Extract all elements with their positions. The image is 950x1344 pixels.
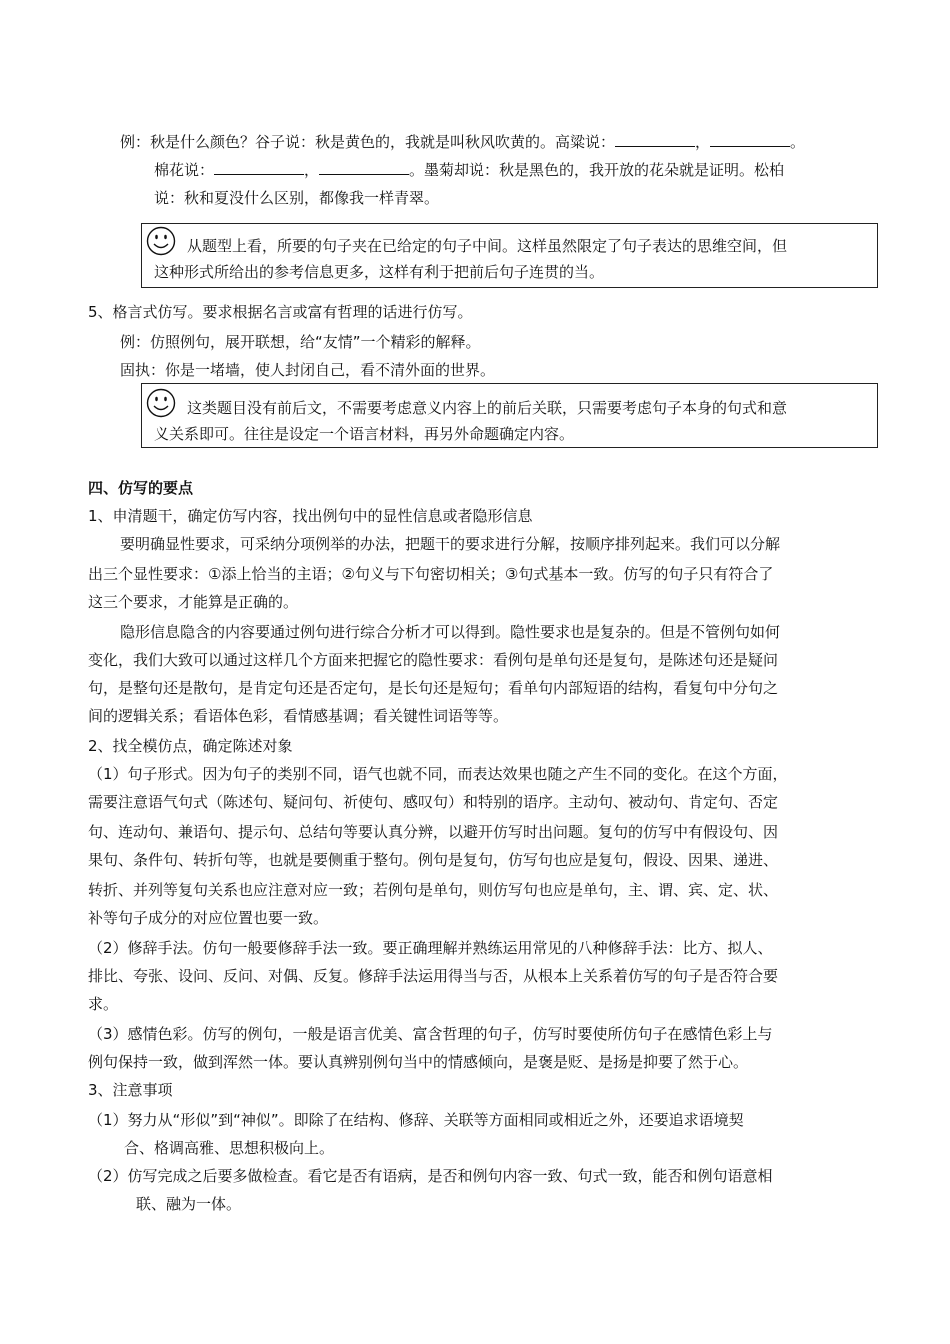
paragraph-line: 转折、并列等复句关系也应注意对应一致；若例句是单句，则仿写句也应是单句，主、谓、宾、定、状、 [88, 881, 779, 899]
tip-box-2 [141, 383, 878, 448]
tip-text-line: 从题型上看，所要的句子夹在已给定的句子中间。这样虽然限定了句子表达的思维空间，但 [187, 237, 788, 255]
paragraph-line: 求。 [88, 995, 119, 1013]
paragraph-line: （3）感情色彩。仿写的例句，一般是语言优美、富含哲理的句子，仿写时要使所仿句子在感情色彩上与 [88, 1025, 773, 1043]
tip-text-line: 义关系即可。往往是设定一个语言材料，再另外命题确定内容。 [154, 425, 575, 443]
paragraph-line: 例句保持一致，做到浑然一体。要认真辨别例句当中的情感倾向，是褒是贬、是扬是抑要了然于心。 [88, 1053, 749, 1071]
paragraph-line: （1）句子形式。因为句子的类别不同，语气也就不同，而表达效果也随之产生不同的变化。在这个方面， [88, 765, 788, 783]
paragraph-line: 这三个要求，才能算是正确的。 [88, 593, 299, 611]
tip-box-1 [141, 223, 878, 288]
example-line-2: 棉花说： ， 。墨菊却说：秋是黑色的，我开放的花朵就是证明。松柏 [154, 161, 785, 179]
paragraph-line: 隐形信息隐含的内容要通过例句进行综合分析才可以得到。隐性要求也是复杂的。但是不管例句如何 [120, 623, 781, 641]
smiley-icon [146, 388, 176, 418]
subsection-title: 2、找全模仿点，确定陈述对象 [88, 737, 293, 755]
paragraph-line: 出三个显性要求：①添上恰当的主语；②句义与下句密切相关；③句式基本一致。仿写的句子只有符合了 [88, 565, 774, 583]
paragraph-line: （2）修辞手法。仿句一般要修辞手法一致。要正确理解并熟练运用常见的八种修辞手法：比方、拟人、 [88, 939, 773, 957]
subsection-title: 3、注意事项 [88, 1081, 173, 1099]
paragraph-line: 句，是整句还是散句，是肯定句还是否定句，是长句还是短句；看单句内部短语的结构，看复句中分句之 [88, 679, 779, 697]
paragraph-line: 变化，我们大致可以通过这样几个方面来把握它的隐性要求：看例句是单句还是复句，是陈述句还是疑问 [88, 651, 779, 669]
smiley-icon [146, 226, 176, 256]
answer-blank [710, 132, 790, 147]
paragraph-line: 要明确显性要求，可采纳分项例举的办法，把题干的要求进行分解，按顺序排列起来。我们可以分解 [120, 535, 781, 553]
example-line-3: 说：秋和夏没什么区别，都像我一样青翠。 [154, 189, 440, 207]
list-item: （1）努力从“形似”到“神似”。即除了在结构、修辞、关联等方面相同或相近之外，还要追求语境契 [88, 1111, 744, 1129]
item-5-sample: 固执：你是一堵墙，使人封闭自己，看不清外面的世界。 [120, 361, 496, 379]
example-line-1: 例：秋是什么颜色？谷子说：秋是黄色的，我就是叫秋风吹黄的。高粱说： ， 。 [120, 133, 806, 151]
list-item-continuation: 联、融为一体。 [136, 1195, 242, 1213]
paragraph-line: 果句、条件句、转折句等，也就是要侧重于整句。例句是复句，仿写句也应是复句，假设、因果、递进、 [88, 851, 779, 869]
paragraph-line: 句、连动句、兼语句、提示句、总结句等要认真分辨，以避开仿写时出问题。复句的仿写中有假设句、因 [88, 823, 779, 841]
subsection-title: 1、申清题干，确定仿写内容，找出例句中的显性信息或者隐形信息 [88, 507, 533, 525]
answer-blank [214, 160, 304, 175]
list-item-continuation: 合、格调高雅、思想积极向上。 [124, 1139, 335, 1157]
answer-blank [319, 160, 409, 175]
item-5-example: 例：仿照例句，展开联想，给“友情”一个精彩的解释。 [120, 333, 481, 351]
answer-blank [615, 132, 695, 147]
item-5-title: 5、格言式仿写。要求根据名言或富有哲理的话进行仿写。 [88, 303, 473, 321]
paragraph-line: 需要注意语气句式（陈述句、疑问句、祈使句、感叹句）和特别的语序。主动句、被动句、肯定句、否定 [88, 793, 779, 811]
section-heading: 四、仿写的要点 [88, 479, 194, 497]
tip-text-line: 这类题目没有前后文，不需要考虑意义内容上的前后关联，只需要考虑句子本身的句式和意 [187, 399, 788, 417]
list-item: （2）仿写完成之后要多做检查。看它是否有语病，是否和例句内容一致、句式一致，能否和例句语意相 [88, 1167, 773, 1185]
paragraph-line: 排比、夸张、设问、反问、对偶、反复。修辞手法运用得当与否，从根本上关系着仿写的句子是否符合要 [88, 967, 779, 985]
tip-text-line: 这种形式所给出的参考信息更多，这样有利于把前后句子连贯的当。 [154, 263, 605, 281]
paragraph-line: 补等句子成分的对应位置也要一致。 [88, 909, 329, 927]
paragraph-line: 间的逻辑关系；看语体色彩，看情感基调；看关键性词语等等。 [88, 707, 509, 725]
